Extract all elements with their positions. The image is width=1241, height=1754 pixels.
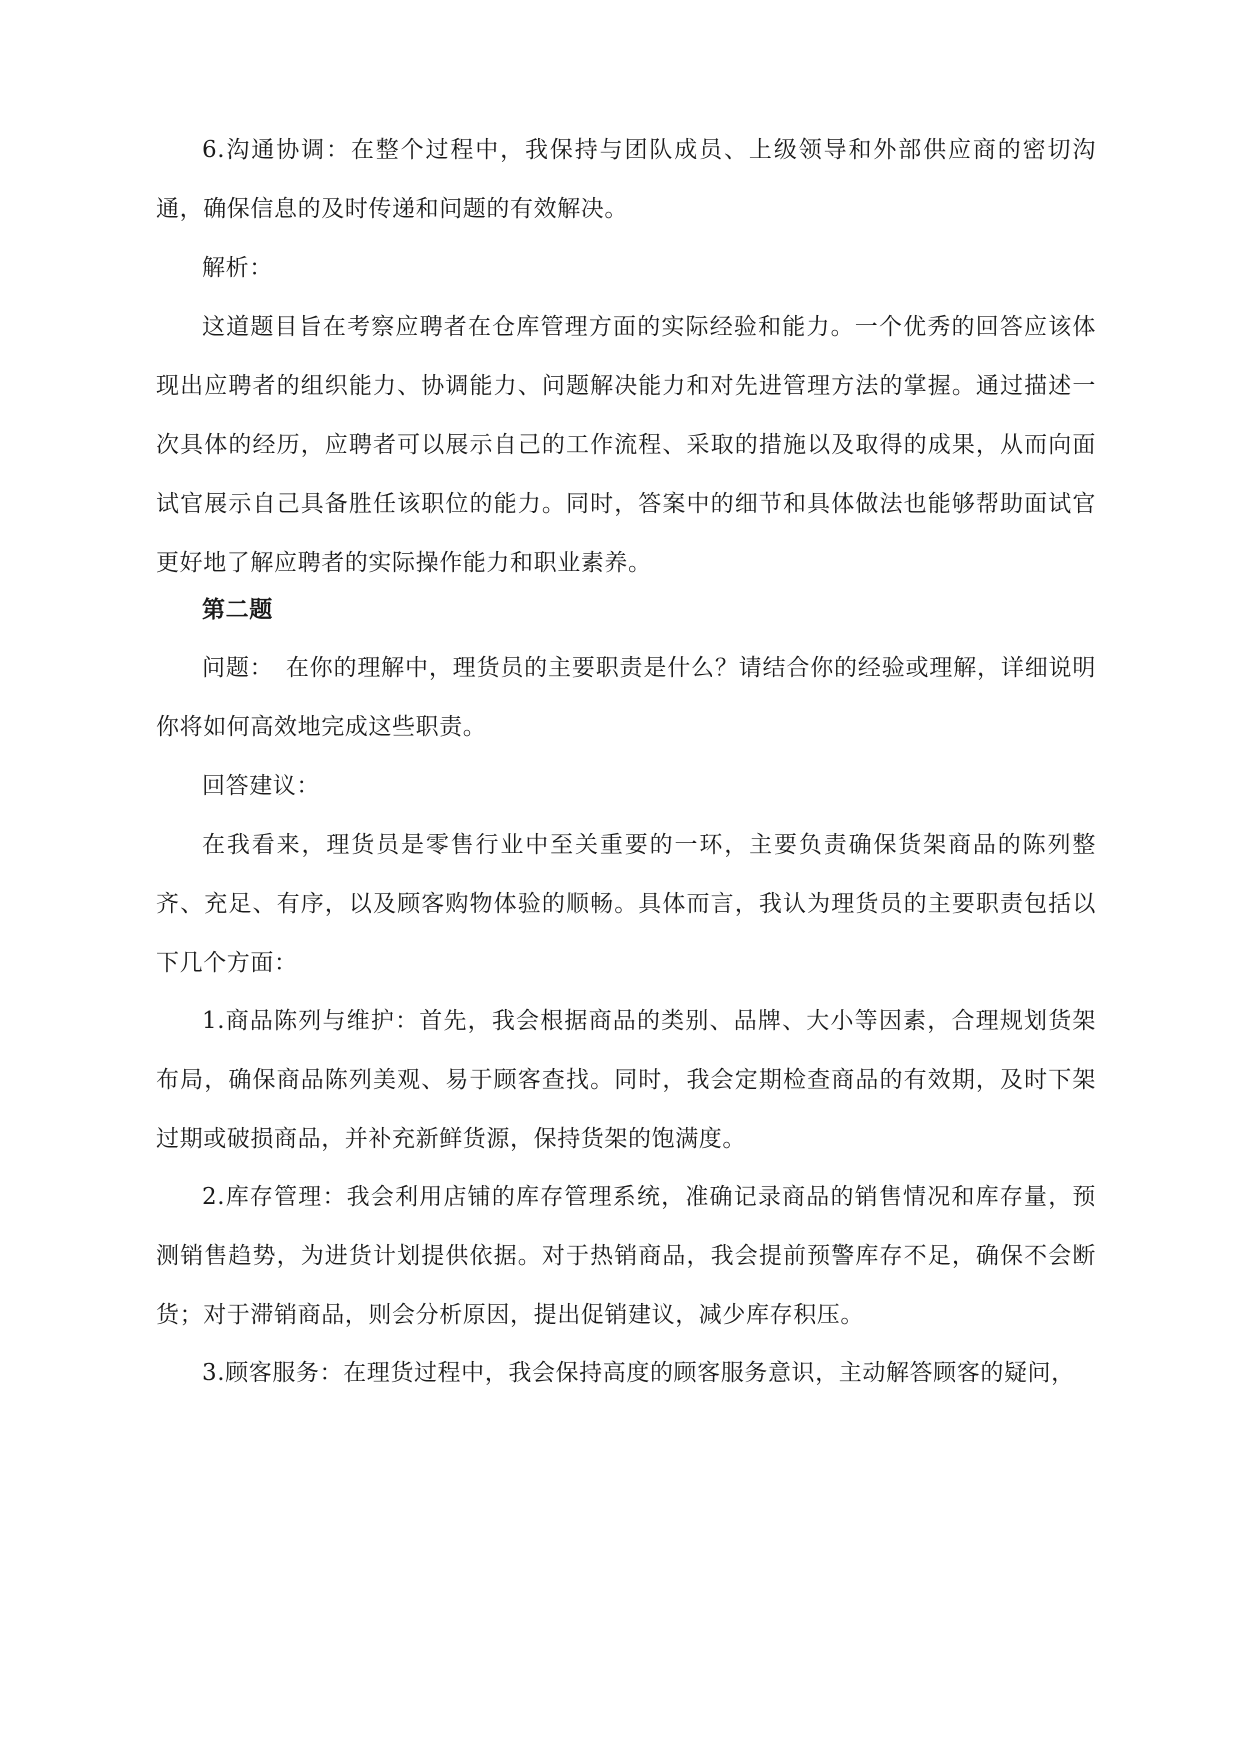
paragraph-intro: 在我看来，理货员是零售行业中至关重要的一环，主要负责确保货架商品的陈列整齐、充足、有序，以及顾客购物体验的顺畅。具体而言，我认为理货员的主要职责包括以下几个方面： xyxy=(156,832,1096,976)
paragraph-analysis-body: 这道题目旨在考察应聘者在仓库管理方面的实际经验和能力。一个优秀的回答应该体现出应聘者的组织能力、协调能力、问题解决能力和对先进管理方法的掌握。通过描述一次具体的经历，应聘者可以展示自己的工作流程、采取的措施以及取得的成果，从而向面试官展示自己具备胜任该职位的能力。同时，答案中的细节和具体做法也能够帮助面试官更好地了解应聘者的实际操作能力和职业素养。 xyxy=(156,314,1096,576)
paragraph-suggestion-label: 回答建议： xyxy=(202,773,320,799)
paragraph-item-3: 3.顾客服务：在理货过程中，我会保持高度的顾客服务意识，主动解答顾客的疑问， xyxy=(202,1360,1075,1386)
paragraph-item-1: 1.商品陈列与维护：首先，我会根据商品的类别、品牌、大小等因素，合理规划货架布局，确保商品陈列美观、易于顾客查找。同时，我会定期检查商品的有效期，及时下架过期或破损商品，并补充新鲜货源，保持货架的饱满度。 xyxy=(156,1008,1096,1152)
paragraph-analysis-label: 解析： xyxy=(202,255,273,281)
paragraph-item-2: 2.库存管理：我会利用店铺的库存管理系统，准确记录商品的销售情况和库存量，预测销售趋势，为进货计划提供依据。对于热销商品，我会提前预警库存不足，确保不会断货；对于滞销商品，则会分析原因，提出促销建议，减少库存积压。 xyxy=(156,1184,1096,1328)
paragraph-communication: 6.沟通协调：在整个过程中，我保持与团队成员、上级领导和外部供应商的密切沟通，确保信息的及时传递和问题的有效解决。 xyxy=(156,137,1096,222)
section-heading-q2: 第二题 xyxy=(202,596,273,623)
paragraph-question: 问题： 在你的理解中，理货员的主要职责是什么？请结合你的经验或理解，详细说明你将如何高效地完成这些职责。 xyxy=(156,655,1096,740)
